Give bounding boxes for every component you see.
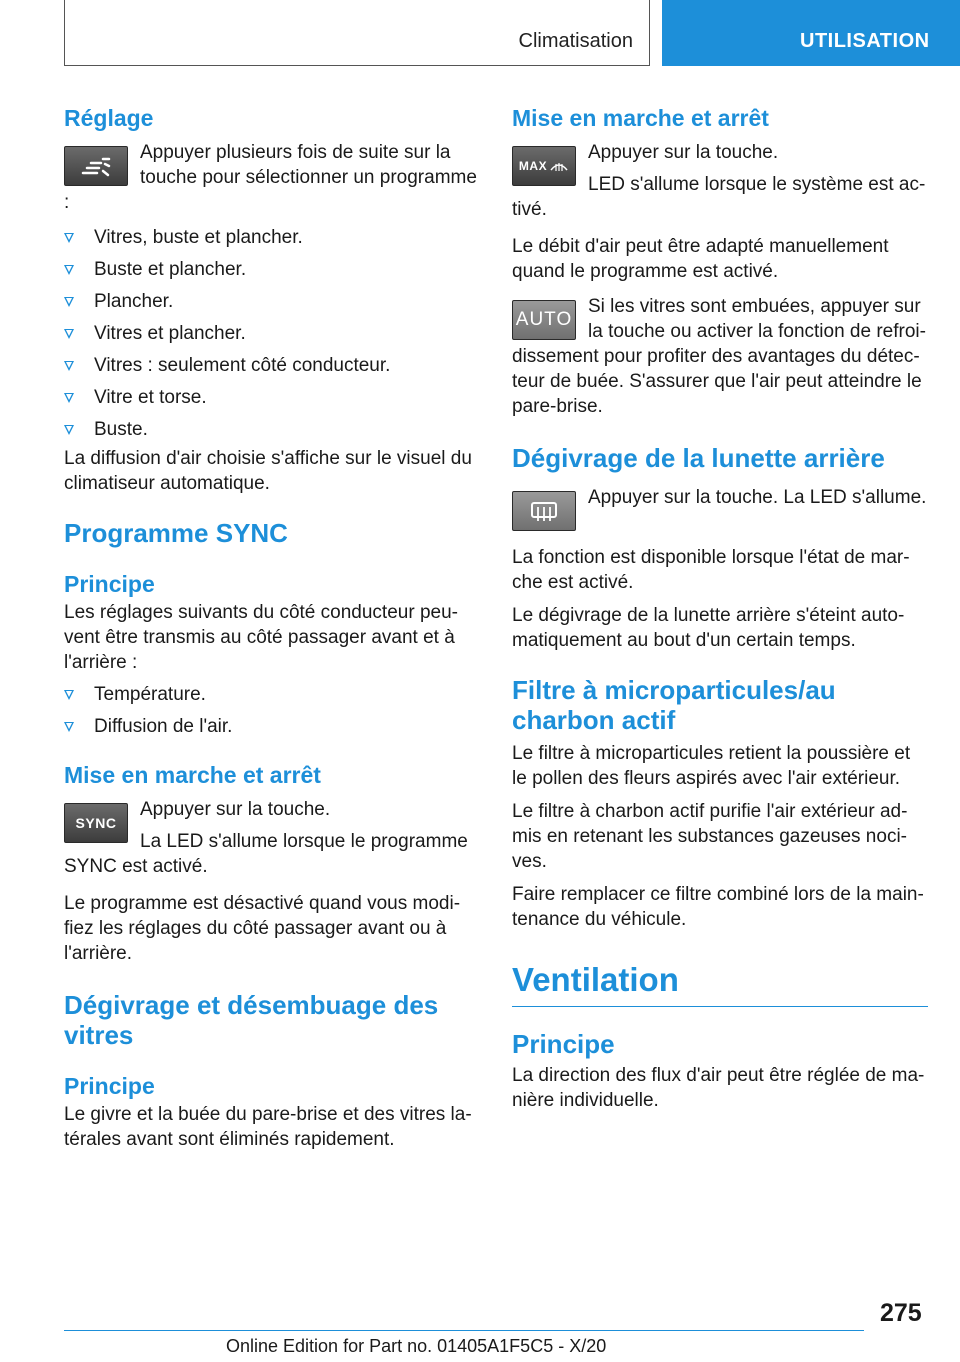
principe2-text: Le givre et la buée du pare-brise et des vitres latérales avant sont éliminés rapidement. bbox=[64, 1104, 472, 1150]
rear-defrost-icon bbox=[528, 500, 560, 522]
lunette-text-2: La fonction est disponible lorsque l'état de marche est activé. bbox=[512, 547, 910, 593]
air-distribution-icon bbox=[79, 155, 113, 177]
filtre-text-2: Le filtre à charbon actif purifie l'air extérieur admis en retenant les substances gazeuses nocives. bbox=[512, 801, 908, 872]
triangle-bullet-icon bbox=[64, 690, 74, 700]
degivrage-heading: Dégivrage et désembuage des vitres bbox=[64, 990, 439, 1050]
principe-text: Les réglages suivants du côté conducteur peuvent être transmis au côté passager avant et à l'arrière : bbox=[64, 602, 458, 673]
lunette-text-3: Le dégivrage de la lunette arrière s'éteint automatiquement au bout d'un certain temps. bbox=[512, 605, 905, 651]
right-column bbox=[512, 100, 928, 1113]
triangle-bullet-icon bbox=[64, 297, 74, 307]
header-section-box bbox=[64, 0, 650, 66]
ventilation-principe-heading: Principe bbox=[512, 1029, 615, 1059]
filtre-text-1: Le filtre à microparticules retient la poussière et le pollen des fleurs aspirés avec l'air extérieur. bbox=[512, 743, 911, 789]
marche-heading: Mise en marche et arrêt bbox=[64, 762, 321, 788]
triangle-bullet-icon bbox=[64, 425, 74, 435]
principe2-heading: Principe bbox=[64, 1073, 155, 1099]
marche-text-2: La LED s'allume lorsque le programme SYNC est activé. bbox=[64, 831, 468, 877]
sync-heading: Programme SYNC bbox=[64, 518, 288, 548]
auto-button bbox=[512, 300, 576, 340]
program-list bbox=[64, 225, 478, 442]
filtre-text-3: Faire remplacer ce filtre combiné lors de la maintenance du véhicule. bbox=[512, 884, 924, 930]
marche-right-text-1: Appuyer sur la touche. bbox=[588, 142, 779, 163]
footer-edition: Online Edition for Part no. 01405A1F5C5 - X/20 bbox=[226, 1336, 607, 1356]
defrost-windscreen-icon bbox=[549, 158, 569, 174]
ventilation-principe-text: La direction des flux d'air peut être réglée de manière individuelle. bbox=[512, 1065, 925, 1111]
list-item: Buste. bbox=[64, 417, 478, 442]
sync-button bbox=[64, 803, 128, 843]
triangle-bullet-icon bbox=[64, 265, 74, 275]
marche-right-text-2: LED s'allume lorsque le système est activé. bbox=[512, 174, 926, 220]
list-item: Plancher. bbox=[64, 289, 478, 314]
list-item: Vitre et torse. bbox=[64, 385, 478, 410]
list-item: Vitres et plancher. bbox=[64, 321, 478, 346]
triangle-bullet-icon bbox=[64, 329, 74, 339]
reglage-heading: Réglage bbox=[64, 105, 154, 131]
triangle-bullet-icon bbox=[64, 722, 74, 732]
lunette-text-1: Appuyer sur la touche. La LED s'allume. bbox=[588, 487, 927, 508]
auto-button-label: AUTO bbox=[515, 309, 573, 330]
list-item: Buste et plancher. bbox=[64, 257, 478, 282]
triangle-bullet-icon bbox=[64, 393, 74, 403]
chapter-title: UTILISATION bbox=[800, 30, 930, 52]
ventilation-heading-block bbox=[512, 960, 928, 1007]
max-button-label: MAX bbox=[518, 159, 548, 173]
left-column bbox=[64, 100, 478, 1152]
list-item: Diffusion de l'air. bbox=[64, 714, 478, 739]
sync-button-label: SYNC bbox=[75, 815, 117, 831]
marche-text-3: Le programme est désactivé quand vous modifiez les réglages du côté passager avant ou à l'arrière. bbox=[64, 893, 461, 964]
section-title: Climatisation bbox=[518, 30, 633, 52]
max-button bbox=[512, 146, 576, 186]
lunette-heading: Dégivrage de la lunette arrière bbox=[512, 443, 885, 473]
page-number: 275 bbox=[880, 1299, 922, 1327]
filtre-heading: Filtre à microparticules/au charbon actif bbox=[512, 675, 836, 735]
air-distribution-button bbox=[64, 146, 128, 186]
footer-rule bbox=[64, 1330, 864, 1331]
diffusion-text: La diffusion d'air choisie s'affiche sur le visuel du climatiseur automatique. bbox=[64, 448, 472, 494]
principe-heading: Principe bbox=[64, 571, 155, 597]
marche-text-1: Appuyer sur la touche. bbox=[140, 799, 331, 820]
list-item: Vitres, buste et plancher. bbox=[64, 225, 478, 250]
chapter-tab bbox=[662, 0, 960, 66]
list-item: Vitres : seulement côté conducteur. bbox=[64, 353, 478, 378]
debit-text: Le débit d'air peut être adapté manuellement quand le programme est activé. bbox=[512, 236, 889, 282]
auto-text: Si les vitres sont embuées, appuyer sur la touche ou activer la fonction de refroidissement pour profiter des avantages du détecteur de buée. S'assurer que l'air peut atteindre le pare-brise. bbox=[512, 296, 926, 417]
marche-right-heading: Mise en marche et arrêt bbox=[512, 105, 769, 131]
ventilation-heading: Ventilation bbox=[512, 961, 679, 998]
list-item: Température. bbox=[64, 682, 478, 707]
rear-defrost-button bbox=[512, 491, 576, 531]
triangle-bullet-icon bbox=[64, 233, 74, 243]
triangle-bullet-icon bbox=[64, 361, 74, 371]
sync-list bbox=[64, 682, 478, 739]
reglage-text: Appuyer plusieurs fois de suite sur la touche pour sélectionner un programme : bbox=[64, 142, 477, 213]
